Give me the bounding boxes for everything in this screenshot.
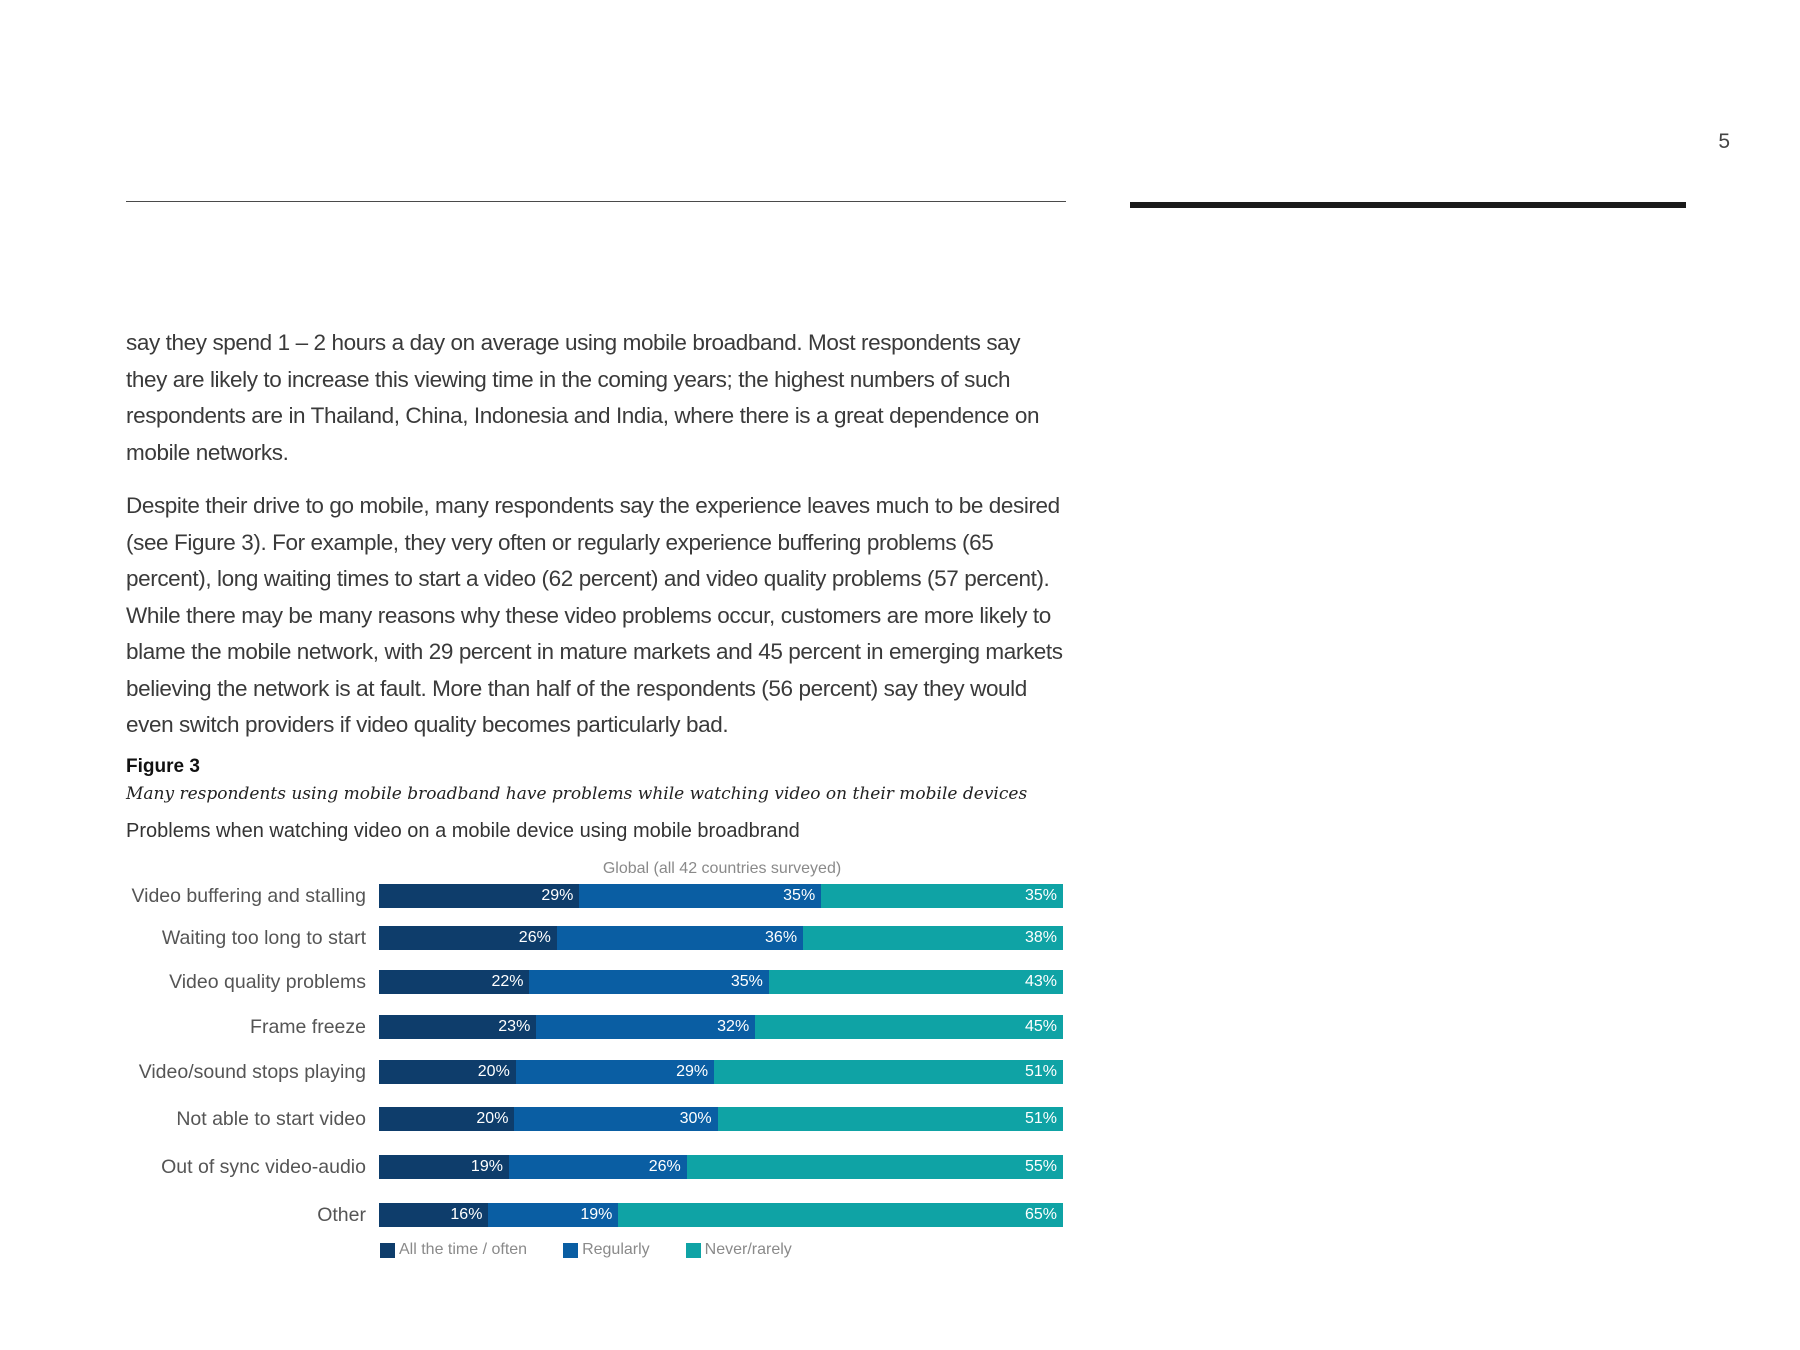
legend-swatch bbox=[563, 1243, 578, 1258]
data-label: 45% bbox=[1024, 1018, 1057, 1035]
bar-segment bbox=[379, 970, 529, 994]
paragraph: say they spend 1 – 2 hours a day on average using mobile broadband. Most respondents say they are likely to increase this viewing time in the coming years; the highest numbers of such respondents are in Thailand, China, Indonesia and India, where there is a great dependence on mobile networks. bbox=[126, 330, 1040, 465]
chart-row bbox=[126, 1107, 1066, 1131]
chart-row bbox=[126, 1155, 1066, 1179]
category-label: Other bbox=[317, 1204, 366, 1226]
bar-segment bbox=[755, 1015, 1063, 1039]
data-label: 29% bbox=[541, 887, 574, 904]
data-label: 20% bbox=[477, 1063, 510, 1080]
bar-segment bbox=[379, 1015, 536, 1039]
bar-segment bbox=[509, 1155, 687, 1179]
legend-item bbox=[380, 1241, 527, 1259]
stacked-bar bbox=[379, 1060, 1063, 1084]
page-number: 5 bbox=[1718, 130, 1730, 153]
stacked-bar bbox=[379, 1107, 1063, 1131]
header-rule-left bbox=[126, 201, 1066, 202]
bar-segment bbox=[488, 1203, 618, 1227]
data-label: 29% bbox=[676, 1063, 709, 1080]
chart-row bbox=[126, 1015, 1066, 1039]
stacked-bar bbox=[379, 926, 1063, 950]
data-label: 20% bbox=[476, 1110, 509, 1127]
body-text bbox=[126, 325, 1066, 761]
chart-legend bbox=[380, 1241, 828, 1259]
figure-title: Problems when watching video on a mobile device using mobile broadbrand bbox=[126, 820, 800, 842]
legend-label: Regularly bbox=[582, 1241, 650, 1258]
legend-item bbox=[563, 1241, 650, 1259]
bar-segment bbox=[803, 926, 1063, 950]
legend-swatch bbox=[380, 1243, 395, 1258]
chart-row bbox=[126, 884, 1066, 908]
figure-caption: Many respondents using mobile broadband have problems while watching video on their mobile devices bbox=[126, 784, 1028, 804]
stacked-bar bbox=[379, 970, 1063, 994]
chart-subtitle: Global (all 42 countries surveyed) bbox=[602, 860, 842, 877]
data-label: 38% bbox=[1024, 929, 1057, 946]
stacked-bar bbox=[379, 884, 1063, 908]
chart-row bbox=[126, 1203, 1066, 1227]
category-label: Video buffering and stalling bbox=[131, 885, 366, 907]
bar-segment bbox=[529, 970, 768, 994]
legend-swatch bbox=[686, 1243, 701, 1258]
data-label: 23% bbox=[498, 1018, 531, 1035]
data-label: 19% bbox=[470, 1158, 503, 1175]
data-label: 30% bbox=[679, 1110, 712, 1127]
bar-segment bbox=[379, 1203, 488, 1227]
chart-row bbox=[126, 926, 1066, 950]
category-label: Video quality problems bbox=[169, 971, 366, 993]
data-label: 51% bbox=[1024, 1063, 1057, 1080]
bar-segment bbox=[379, 1060, 516, 1084]
data-label: 19% bbox=[580, 1206, 613, 1223]
bar-segment bbox=[379, 1107, 514, 1131]
legend-item bbox=[686, 1241, 792, 1259]
category-label: Frame freeze bbox=[250, 1016, 366, 1038]
data-label: 55% bbox=[1024, 1158, 1057, 1175]
category-label: Not able to start video bbox=[176, 1108, 366, 1130]
bar-segment bbox=[557, 926, 803, 950]
bar-segment bbox=[618, 1203, 1063, 1227]
legend-label: Never/rarely bbox=[704, 1241, 792, 1258]
bar-segment bbox=[536, 1015, 755, 1039]
bar-segment bbox=[769, 970, 1063, 994]
bar-segment bbox=[579, 884, 821, 908]
data-label: 35% bbox=[783, 887, 816, 904]
header-rule-right bbox=[1130, 202, 1686, 208]
data-label: 65% bbox=[1024, 1206, 1057, 1223]
legend-label: All the time / often bbox=[399, 1241, 528, 1258]
data-label: 22% bbox=[491, 973, 524, 990]
chart-row bbox=[126, 970, 1066, 994]
bar-segment bbox=[821, 884, 1063, 908]
data-label: 26% bbox=[648, 1158, 681, 1175]
figure-label: Figure 3 bbox=[126, 756, 200, 777]
bar-segment bbox=[687, 1155, 1063, 1179]
category-label: Video/sound stops playing bbox=[138, 1061, 366, 1083]
paragraph: Despite their drive to go mobile, many respondents say the experience leaves much to be desired (see Figure 3). For example, they very often or regularly experience buffering problems (65 percent), long waiting times to start a video (62 percent) and video quality problems (57 percent). While there may be many reasons why these video problems occur, customers are more likely to blame the mobile network, with 29 percent in mature markets and 45 percent in emerging markets believing the network is at fault. More than half of the respondents (56 percent) say they would even switch providers if video quality becomes particularly bad. bbox=[126, 493, 1063, 737]
bar-segment bbox=[718, 1107, 1063, 1131]
bar-segment bbox=[714, 1060, 1063, 1084]
bar-segment bbox=[379, 884, 579, 908]
bar-segment bbox=[379, 1155, 509, 1179]
data-label: 43% bbox=[1024, 973, 1057, 990]
data-label: 32% bbox=[717, 1018, 750, 1035]
data-label: 35% bbox=[730, 973, 763, 990]
stacked-bar bbox=[379, 1155, 1063, 1179]
stacked-bar bbox=[379, 1203, 1063, 1227]
data-label: 35% bbox=[1024, 887, 1057, 904]
bar-segment bbox=[516, 1060, 714, 1084]
data-label: 16% bbox=[450, 1206, 483, 1223]
data-label: 26% bbox=[518, 929, 551, 946]
data-label: 36% bbox=[765, 929, 798, 946]
stacked-bar bbox=[379, 1015, 1063, 1039]
bar-segment bbox=[379, 926, 557, 950]
category-label: Waiting too long to start bbox=[161, 927, 366, 949]
category-label: Out of sync video-audio bbox=[161, 1156, 366, 1178]
bar-segment bbox=[514, 1107, 717, 1131]
data-label: 51% bbox=[1024, 1110, 1057, 1127]
chart-row bbox=[126, 1060, 1066, 1084]
